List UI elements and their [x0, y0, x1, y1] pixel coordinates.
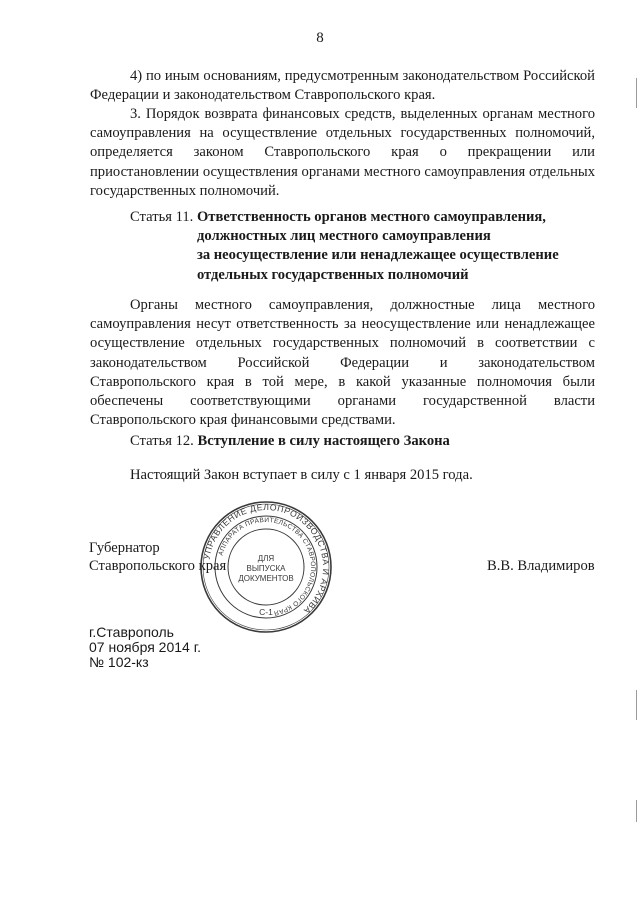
scan-margin-mark	[636, 800, 637, 822]
article-11-title-line: должностных лиц местного самоуправления	[196, 228, 491, 245]
law-number: № 102-кз	[89, 654, 149, 670]
article-11-title-line: за неосуществление или ненадлежащее осуществление	[196, 247, 559, 264]
article-11-label: Статья 11.	[130, 209, 197, 225]
article-12-label: Статья 12.	[130, 433, 198, 449]
paragraph-responsibility: Органы местного самоуправления, должностные лица местного самоуправления несут ответственность за неосуществление или ненадлежащее осуществление отдельных государственных полномочий в соответствии с законодательством Российской Федерации и законодательством Ставропольского края в той мере, в какой указанные полномочия были обеспечены соответствующими органами государственной власти Ставропольского края финансовыми средствами.	[90, 297, 595, 429]
stamp-outer-text: УПРАВЛЕНИЕ ДЕЛОПРОИЗВОДСТВА И АРХИВА	[201, 501, 332, 617]
article-12-title: Вступление в силу настоящего Закона	[197, 433, 450, 449]
article-11-heading	[130, 208, 597, 285]
law-effect-text: Настоящий Закон вступает в силу с 1 января 2015 года.	[130, 467, 473, 483]
stamp-center-line-1: ДЛЯ	[257, 554, 275, 563]
article-12-heading	[130, 432, 450, 451]
article-11-title-line: Ответственность органов местного самоуправления,	[196, 209, 546, 225]
scan-margin-mark	[636, 690, 637, 720]
stamp-inner-text: АППАРАТА ПРАВИТЕЛЬСТВА СТАВРОПОЛЬСКОГО КРАЯ	[217, 516, 317, 617]
signatory-region: Ставропольского края	[89, 558, 227, 574]
signing-date: 07 ноября 2014 г.	[89, 639, 201, 655]
official-stamp	[199, 500, 333, 634]
stamp-center-line-3: ДОКУМЕНТОВ	[238, 574, 294, 583]
scan-margin-mark	[636, 78, 637, 108]
page-number: 8	[316, 30, 324, 46]
article-11-title-line: отдельных государственных полномочий	[196, 266, 469, 283]
paragraph-other-grounds: 4) по иным основаниям, предусмотренным законодательством Российской Федерации и законодательством Ставропольского края.	[90, 68, 595, 104]
stamp-code: С-1	[259, 607, 273, 617]
paragraph-funds-return: 3. Порядок возврата финансовых средств, выделенных органам местного самоуправления на осуществление отдельных государственных полномочий, определяется законом Ставропольского края о прекращении или приостановлении осуществления органами местного самоуправления отдельных государственных полномочий.	[90, 106, 595, 199]
article-11-title	[197, 208, 597, 285]
signing-place: г.Ставрополь	[89, 624, 174, 640]
stamp-center-line-2: ВЫПУСКА	[246, 564, 286, 573]
signatory-position: Губернатор	[89, 540, 160, 556]
signatory-name: В.В. Владимиров	[487, 558, 595, 574]
